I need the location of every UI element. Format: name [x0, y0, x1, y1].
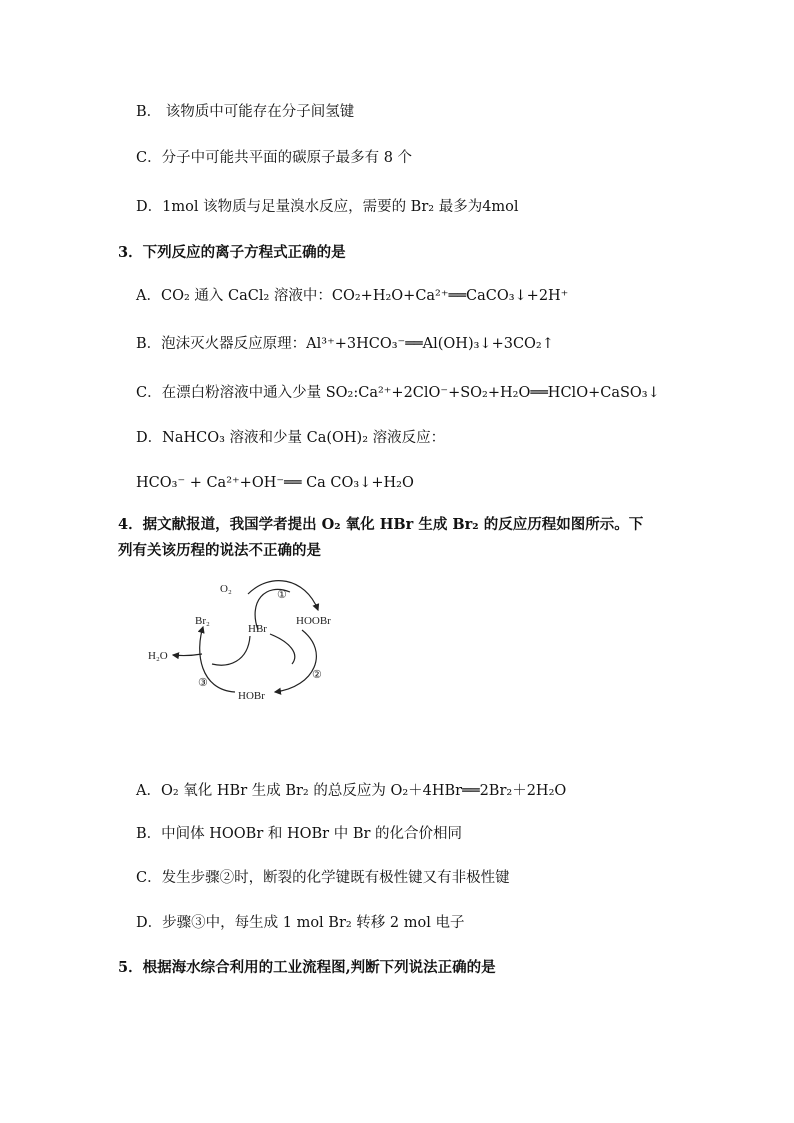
q3-option-d-equation: HCO₃⁻ + Ca²⁺+OH⁻══ Ca CO₃↓+H₂O [136, 475, 414, 491]
label-o2: O₂ [220, 583, 232, 595]
label-hobr: HOBr [238, 690, 265, 702]
q4-option-d: D．步骤③中，每生成 1 mol Br₂ 转移 2 mol 电子 [136, 915, 465, 931]
label-hbr: HBr [248, 623, 267, 635]
q2-option-b: B． 该物质中可能存在分子间氢键 [136, 104, 355, 120]
q5-stem: 5．根据海水综合利用的工业流程图,判断下列说法正确的是 [118, 959, 496, 976]
q4-option-a: A．O₂ 氧化 HBr 生成 Br₂ 的总反应为 O₂＋4HBr══2Br₂＋2H₂O [136, 783, 567, 799]
q4-option-b: B．中间体 HOOBr 和 HOBr 中 Br 的化合价相同 [136, 826, 463, 842]
q4-stem-line1: 4．据文献报道，我国学者提出 O₂ 氧化 HBr 生成 Br₂ 的反应历程如图所示。下 [118, 516, 644, 533]
q2-option-d: D．1mol 该物质与足量溴水反应，需要的 Br₂ 最多为4mol [136, 199, 519, 215]
label-step2: ② [312, 669, 322, 681]
q4-option-c: C．发生步骤②时，断裂的化学键既有极性键又有非极性键 [136, 870, 510, 886]
reaction-cycle-diagram [140, 572, 360, 702]
label-step3: ③ [198, 677, 208, 689]
label-step1: ① [277, 589, 287, 601]
arrow-to-h2o [173, 654, 202, 656]
q3-stem: 3．下列反应的离子方程式正确的是 [118, 244, 346, 261]
q4-stem-line2: 列有关该历程的说法不正确的是 [118, 542, 321, 559]
label-hoobr: HOOBr [296, 615, 331, 627]
q3-option-a: A．CO₂ 通入 CaCl₂ 溶液中：CO₂+H₂O+Ca²⁺══CaCO₃↓+2H⁺ [136, 288, 569, 304]
q3-option-b: B．泡沫灭火器反应原理：Al³⁺+3HCO₃⁻══Al(OH)₃↓+3CO₂↑ [136, 336, 554, 352]
arrow-hbr-step3 [212, 636, 250, 665]
q3-option-c: C．在漂白粉溶液中通入少量 SO₂:Ca²⁺+2ClO⁻+SO₂+H₂O══HClO+CaSO₃↓ [136, 385, 660, 401]
label-h2o: H₂O [148, 650, 168, 662]
label-br2: Br₂ [195, 615, 210, 627]
q2-option-c: C．分子中可能共平面的碳原子最多有 8 个 [136, 150, 413, 166]
q3-option-d: D．NaHCO₃ 溶液和少量 Ca(OH)₂ 溶液反应： [136, 430, 446, 446]
arrow-hbr-step2 [270, 634, 295, 664]
